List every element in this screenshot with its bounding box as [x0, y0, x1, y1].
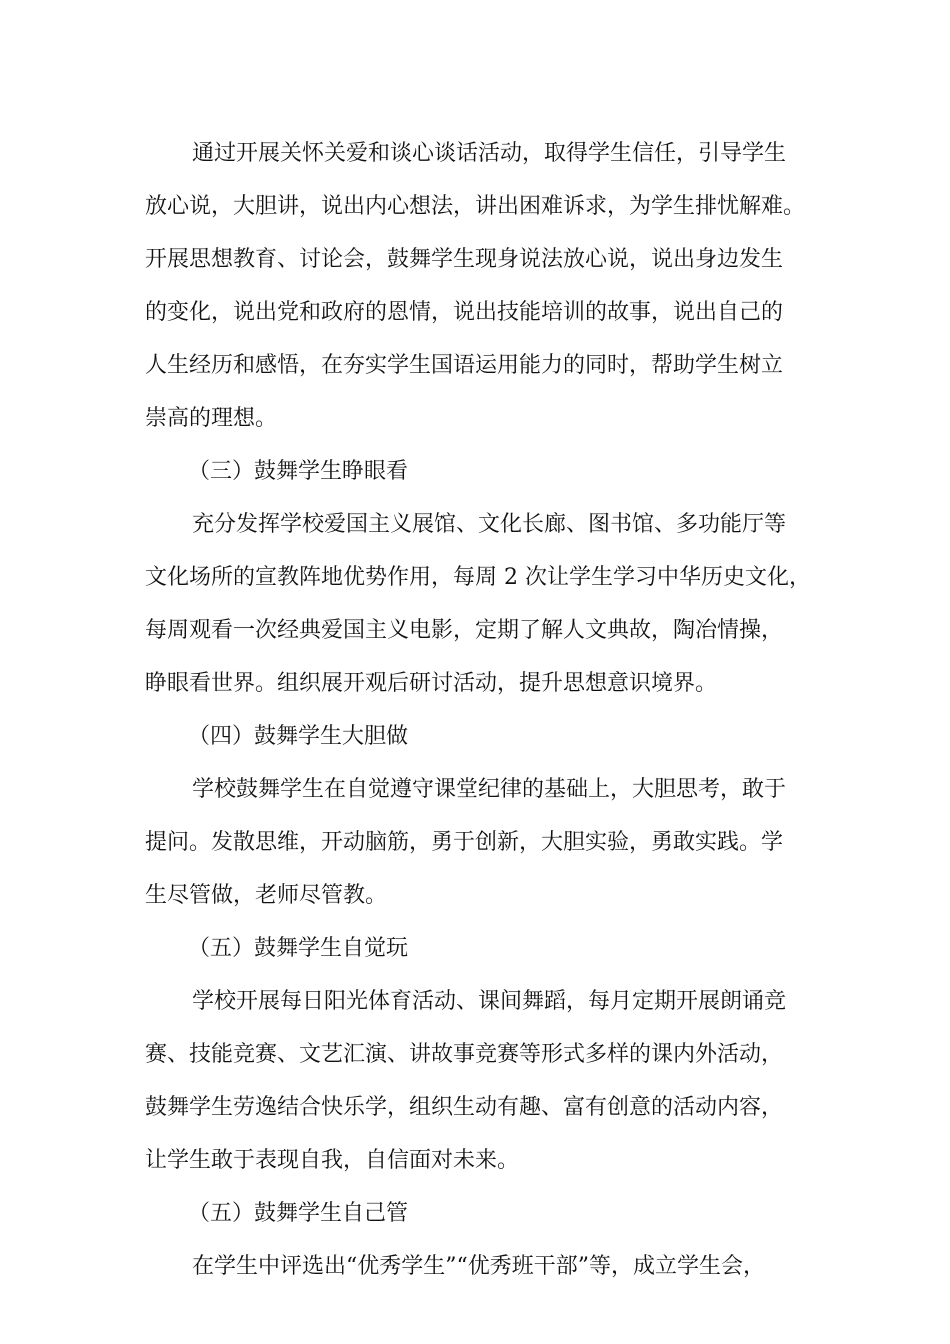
paragraph-line: 提问。发散思维，开动脑筋，勇于创新，大胆实验，勇敢实践。学	[145, 830, 784, 855]
paragraph-line: 学校开展每日阳光体育活动、课间舞蹈，每月定期开展朗诵竞	[192, 989, 787, 1014]
paragraph-line: 赛、技能竞赛、文艺汇演、讲故事竞赛等形式多样的课内外活动，	[145, 1042, 784, 1067]
paragraph-line: 生尽管做，老师尽管教。	[145, 883, 388, 908]
paragraph-line: 的变化，说出党和政府的恩情，说出技能培训的故事，说出自己的	[145, 300, 784, 325]
section-heading-3: （三）鼓舞学生睁眼看	[188, 459, 409, 484]
paragraph-line: 通过开展关怀关爱和谈心谈话活动，取得学生信任，引导学生	[192, 141, 787, 166]
paragraph-line: 文化场所的宣教阵地优势作用，每周 2 次让学生学习中华历史文化，	[145, 565, 811, 590]
paragraph-line: 人生经历和感悟，在夯实学生国语运用能力的同时，帮助学生树立	[145, 353, 784, 378]
paragraph-line: 每周观看一次经典爱国主义电影，定期了解人文典故，陶冶情操，	[145, 618, 784, 643]
paragraph-line: 学校鼓舞学生在自觉遵守课堂纪律的基础上，大胆思考，敢于	[192, 777, 787, 802]
paragraph-line: 充分发挥学校爱国主义展馆、文化长廊、图书馆、多功能厅等	[192, 512, 787, 537]
paragraph-line: 放心说，大胆讲，说出内心想法，讲出困难诉求，为学生排忧解难。	[145, 194, 806, 219]
paragraph-line: 让学生敢于表现自我，自信面对未来。	[145, 1148, 520, 1173]
paragraph-line: 鼓舞学生劳逸结合快乐学，组织生动有趣、富有创意的活动内容，	[145, 1095, 784, 1120]
paragraph-line: 开展思想教育、讨论会，鼓舞学生现身说法放心说，说出身边发生	[145, 247, 784, 272]
section-heading-5b: （五）鼓舞学生自己管	[188, 1201, 409, 1226]
paragraph-line: 崇高的理想。	[145, 406, 278, 431]
paragraph-line: 在学生中评选出“优秀学生”“优秀班干部”等，成立学生会，	[192, 1254, 765, 1279]
section-heading-4: （四）鼓舞学生大胆做	[188, 724, 409, 749]
section-heading-5a: （五）鼓舞学生自觉玩	[188, 936, 409, 961]
paragraph-line: 睁眼看世界。组织展开观后研讨活动，提升思想意识境界。	[145, 671, 718, 696]
